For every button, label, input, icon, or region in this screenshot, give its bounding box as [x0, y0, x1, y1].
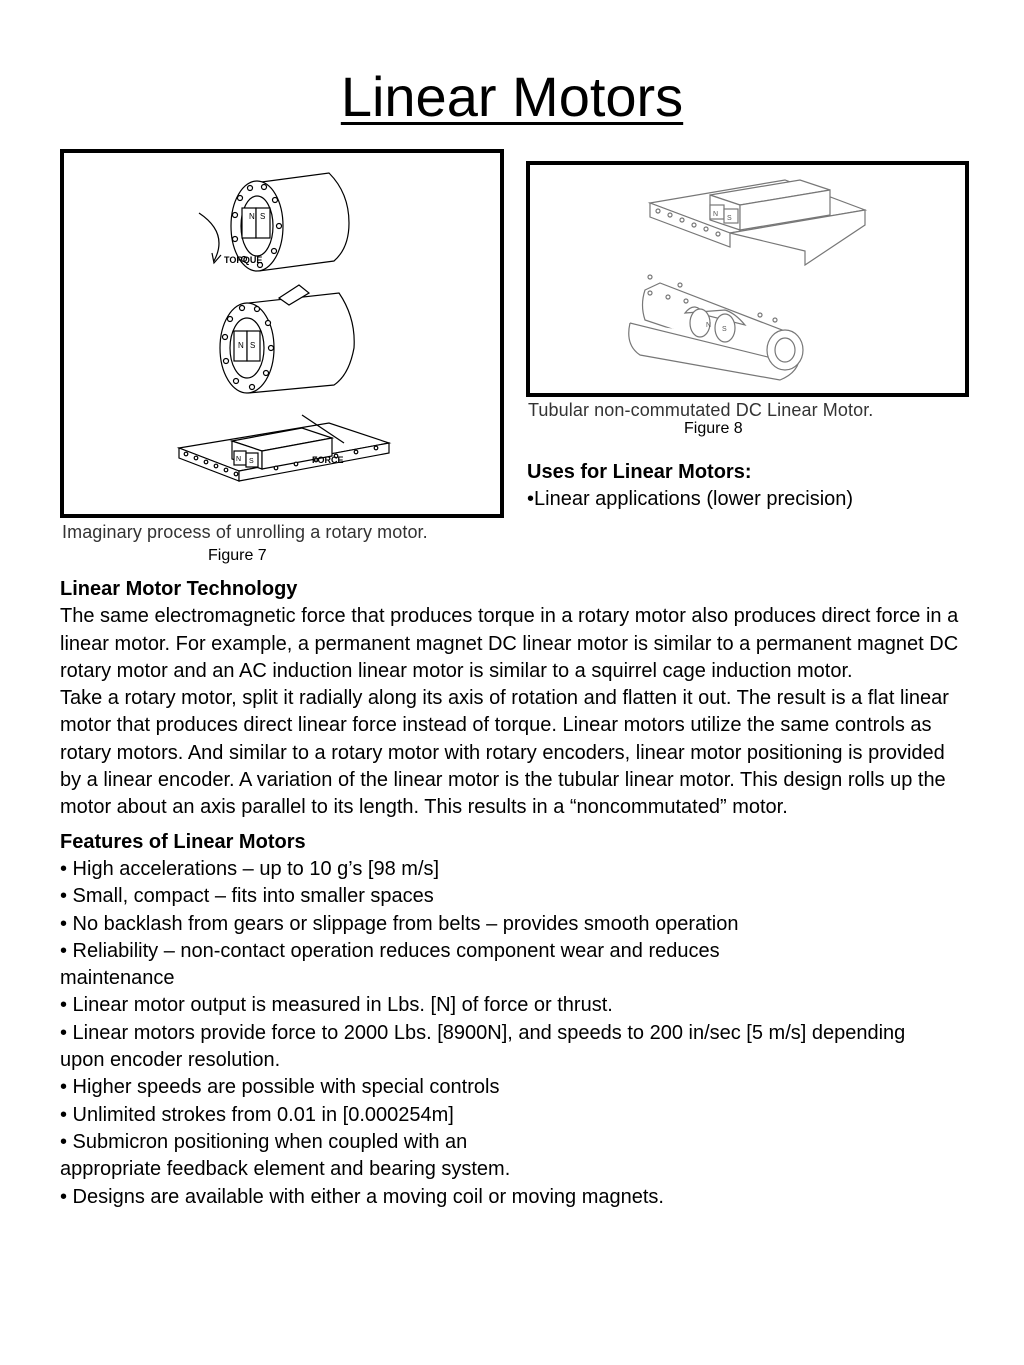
feature-item: • Linear motor output is measured in Lbs. [N] of force or thrust. [60, 994, 613, 1017]
feature-item: • Reliability – non-contact operation reduces component wear and reduces maintenance [60, 939, 720, 990]
torque-label: TORQUE [224, 255, 263, 265]
unrolling-rotary-motor-illustration [64, 153, 500, 514]
uses-item: •Linear applications (lower precision) [527, 488, 854, 510]
figure-7-image [60, 149, 504, 518]
feature-item: appropriate feedback element and bearing system. [60, 1158, 511, 1181]
pole-n-label-mid: N [238, 341, 244, 350]
technology-paragraph-2: Take a rotary motor, split it radially along its axis of rotation and flatten it out. The result is a flat linear motor that produces direct linear force instead of torque. Linear motors utilize the same controls as rotary motors. And similar to a rotary motor with rotary encoders, linear motor positioning is provided by a linear encoder. A variation of the linear motor is the tubular linear motor. This design rolls up the motor about an axis parallel to its length. This results in a “noncommutated” motor. [60, 687, 949, 819]
feature-item: • Linear motors provide force to 2000 Lbs. [8900N], and speeds to 200 in/sec [5 m/s] depending upon encoder resolution. [60, 1021, 906, 1072]
body-text [60, 576, 970, 1211]
feature-item: • Submicron positioning when coupled with an [60, 1130, 468, 1153]
pole-s-label-mid: S [250, 341, 256, 350]
pole-n-label-flat: N [236, 456, 242, 463]
pole-s-label-flat: S [249, 458, 254, 465]
pole-n-label-fig8-tube: N [706, 322, 712, 329]
pole-n-label-top: N [249, 212, 255, 221]
technology-paragraph-1: The same electromagnetic force that produces torque in a rotary motor also produces direct force in a linear motor. For example, a permanent magnet DC linear motor is similar to a permanent magnet DC rotary motor and an AC induction linear motor is similar to a squirrel cage induction motor. [60, 605, 959, 682]
feature-item: • Unlimited strokes from 0.01 in [0.000254m] [60, 1103, 454, 1126]
figure-7-caption: Imaginary process of unrolling a rotary motor. [62, 522, 428, 542]
uses-heading: Uses for Linear Motors: [527, 461, 752, 483]
pole-n-label-fig8-top: N [713, 211, 719, 218]
features-heading: Features of Linear Motors [60, 830, 306, 853]
feature-item: • No backlash from gears or slippage from belts – provides smooth operation [60, 912, 739, 935]
figure-7-label: Figure 7 [208, 547, 267, 564]
force-label: FORCE [312, 455, 344, 465]
tubular-linear-motor-illustration [530, 165, 965, 393]
uses-section [527, 459, 853, 513]
figure-8-caption: Tubular non-commutated DC Linear Motor. [528, 400, 874, 420]
figure-8-label: Figure 8 [684, 420, 743, 437]
technology-heading: Linear Motor Technology [60, 578, 298, 600]
pole-s-label-fig8-top: S [727, 215, 732, 222]
figure-8-image [526, 161, 969, 397]
pole-s-label-top: S [260, 212, 266, 221]
feature-item: • Designs are available with either a moving coil or moving magnets. [60, 1185, 664, 1208]
pole-s-label-fig8-tube: S [722, 326, 727, 333]
feature-item: • Small, compact – fits into smaller spaces [60, 885, 434, 908]
page-title: Linear Motors [340, 65, 684, 128]
feature-item: • High accelerations – up to 10 g’s [98 m/s] [60, 857, 440, 880]
feature-item: • Higher speeds are possible with special controls [60, 1076, 500, 1099]
